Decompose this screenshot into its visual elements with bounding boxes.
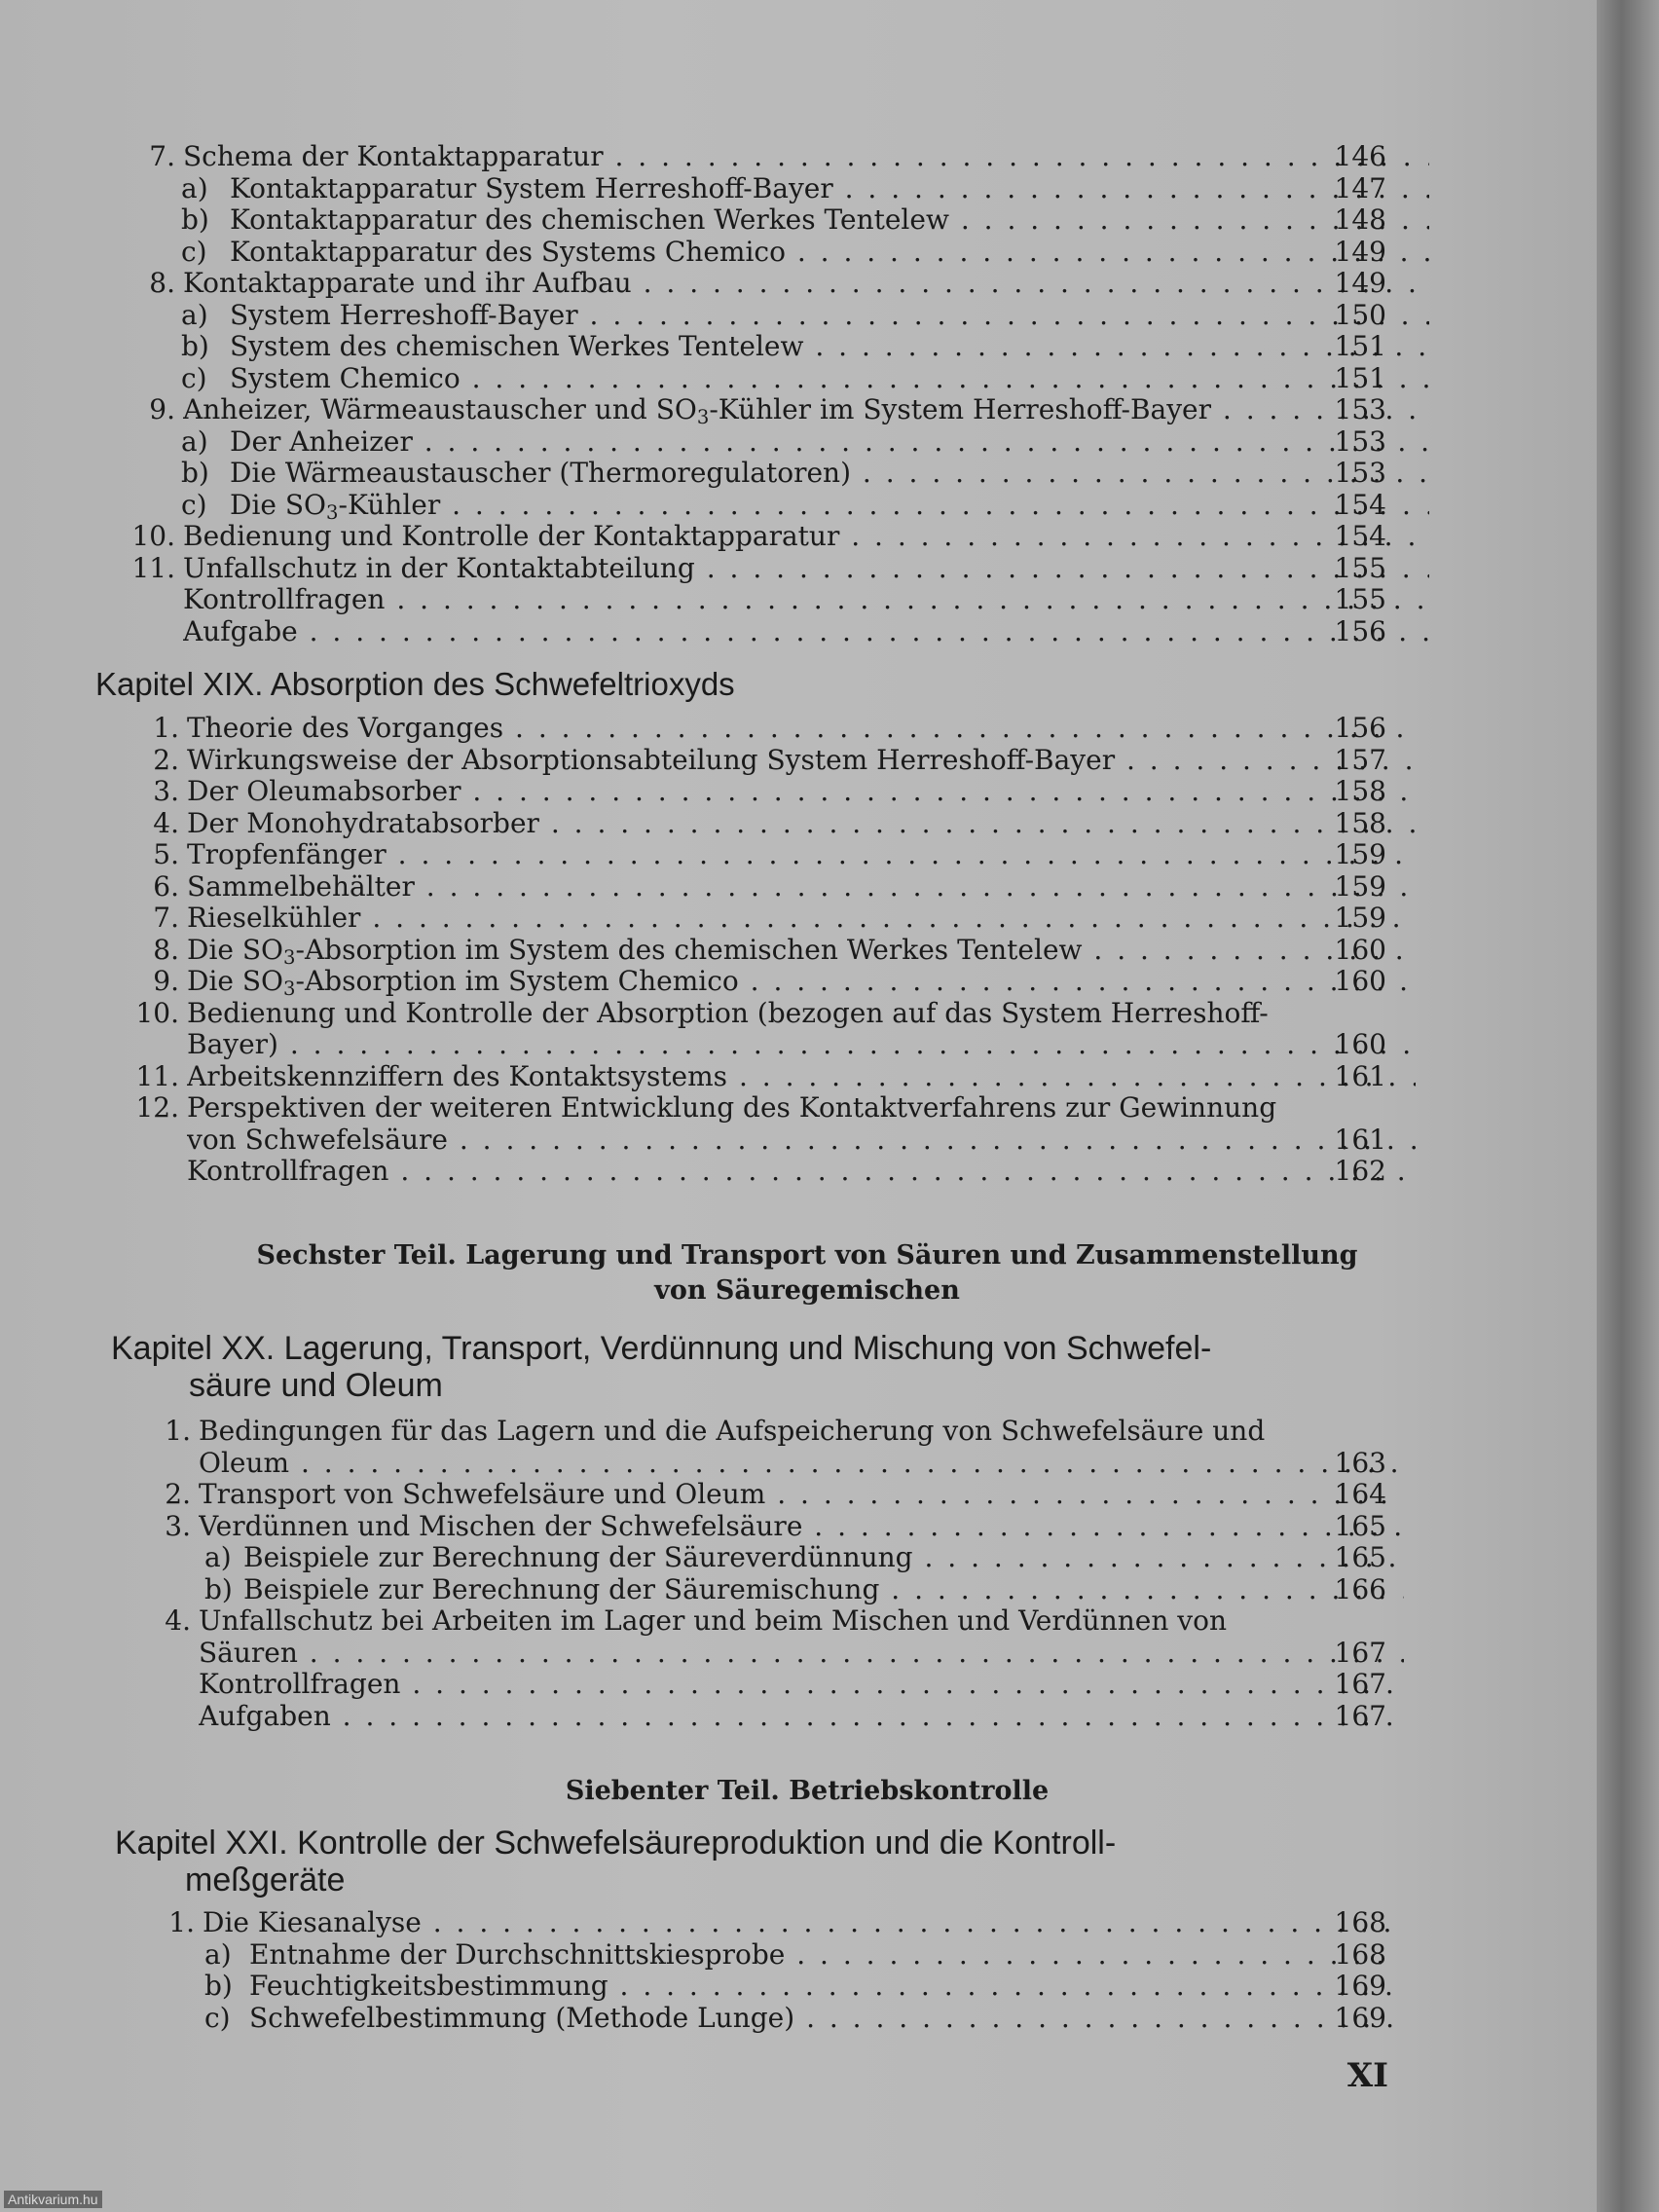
part-6-heading — [0, 1238, 1614, 1309]
toc-entry-number: 11. — [135, 1059, 179, 1092]
toc-entry — [0, 871, 1614, 903]
toc-entry-title: Anheizer, Wärmeaustauscher und $SO_3$-Kühler im System Herreshoff-Bayer . . . — [183, 394, 1429, 426]
toc-entry-number: 3. — [153, 775, 179, 807]
toc-entry — [0, 584, 1614, 616]
toc-entry-page: 160 — [1334, 933, 1386, 966]
toc-entry-title: Kontrollfragen . . . — [187, 1156, 1416, 1188]
toc-entry-title: Tropfenfänger . . . — [187, 839, 1416, 871]
toc-entry-page: 165 — [1334, 1509, 1386, 1542]
toc-entry — [0, 1029, 1614, 1061]
toc-entry-page: 169 — [1334, 2001, 1386, 2034]
toc-entry-number: 6. — [153, 869, 179, 903]
toc-entry — [0, 173, 1614, 205]
toc-entry-number: b) — [204, 1572, 233, 1605]
toc-entry — [0, 745, 1614, 777]
toc-entry-page: 154 — [1334, 520, 1386, 552]
toc-entry-number: c) — [181, 488, 207, 521]
toc-entry-page: 160 — [1334, 1028, 1386, 1060]
toc-entry — [0, 553, 1614, 585]
toc-entry-page: 161 — [1334, 1123, 1386, 1156]
toc-entry-number: b) — [181, 203, 209, 236]
toc-entry-number: 8. — [153, 933, 179, 966]
toc-entry-page: 149 — [1334, 235, 1386, 268]
toc-entry-number: 11. — [131, 551, 175, 584]
toc-entry-page: 153 — [1334, 457, 1386, 489]
toc-entry-page: 160 — [1334, 965, 1386, 997]
toc-entry-number: c) — [181, 361, 207, 394]
toc-entry-number: a) — [181, 424, 208, 458]
toc-entry — [0, 903, 1614, 935]
toc-entry — [0, 1638, 1614, 1670]
toc-entry-number: 1. — [165, 1415, 191, 1447]
part-6-line2: von Säuregemischen — [654, 1275, 960, 1306]
toc-entry-title: Unfallschutz bei Arbeiten im Lager und beim Mischen und Verdünnen von — [199, 1605, 1227, 1637]
toc-entry-title: Unfallschutz in der Kontaktabteilung . . . — [183, 553, 1429, 585]
chapter-21-line1: Kapitel XXI. Kontrolle der Schwefelsäureproduktion und die Kontroll- — [115, 1825, 1117, 1862]
toc-entry — [0, 966, 1614, 998]
toc-entry-page: 146 — [1334, 140, 1386, 172]
toc-entry-page: 150 — [1334, 298, 1386, 331]
watermark: Antikvarium.hu — [4, 2191, 102, 2208]
part-6-line1: Sechster Teil. Lagerung und Transport von Säuren und Zusammenstellung — [256, 1240, 1358, 1271]
toc-entry-number: a) — [204, 1937, 232, 1971]
toc-entry-number: 2. — [153, 743, 179, 776]
toc-entry-title: Entnahme der Durchschnittskiesprobe . . . — [249, 1939, 1398, 1972]
toc-entry-number: a) — [181, 298, 208, 331]
chapter-20-line2: säure und Oleum — [189, 1367, 443, 1404]
toc-entry-title: Bedingungen für das Lagern und die Aufspeicherung von Schwefelsäure und — [199, 1416, 1266, 1447]
toc-entry — [0, 204, 1614, 237]
toc-entry — [0, 1479, 1614, 1511]
toc-entry — [0, 426, 1614, 459]
toc-entry-number: 1. — [153, 712, 179, 744]
toc-entry-title: Rieselkühler . . . — [187, 903, 1416, 935]
toc-entry-title: Arbeitskennziffern des Kontaktsystems . . . — [187, 1061, 1416, 1093]
toc-entry-page: 157 — [1334, 743, 1386, 776]
toc-entry — [0, 521, 1614, 553]
toc-entry-number: 2. — [165, 1478, 191, 1510]
toc-entry-title: Verdünnen und Mischen der Schwefelsäure . . . — [199, 1511, 1404, 1543]
toc-entry-title: Sammelbehälter . . . — [187, 871, 1416, 903]
toc-entry-page: 156 — [1334, 712, 1386, 744]
toc-entry-number: 10. — [131, 520, 175, 552]
toc-entry-page: 167 — [1334, 1699, 1386, 1732]
toc-entry-page: 151 — [1334, 361, 1386, 394]
chapter-19-heading: Kapitel XIX. Absorption des Schwefeltrioxyds — [95, 666, 735, 702]
chapter-20-line1: Kapitel XX. Lagerung, Transport, Verdünnung und Mischung von Schwefel- — [111, 1330, 1212, 1367]
toc-entry-title: Der Anheizer . . . — [230, 426, 1429, 459]
toc-entry — [0, 237, 1614, 269]
chapter-21-heading — [115, 1825, 1116, 1899]
toc-entry — [0, 1124, 1614, 1157]
toc-entry — [0, 1511, 1614, 1543]
toc-entry-page: 168 — [1334, 1906, 1386, 1938]
toc-entry-number: 1. — [168, 1906, 195, 1938]
toc-entry-title: Kontaktapparatur des Systems Chemico . . . — [230, 237, 1429, 269]
chapter-20-heading — [111, 1330, 1211, 1404]
toc-entry-number: 10. — [135, 996, 179, 1029]
toc-entry-number: 5. — [153, 838, 179, 870]
toc-entry-page: 163 — [1334, 1446, 1386, 1479]
toc-entry-title: Kontaktapparatur des chemischen Werkes Tentelew . . . — [230, 204, 1429, 237]
toc-entry-number: 12. — [135, 1091, 179, 1124]
toc-entry-title: Aufgaben . . . — [199, 1701, 1404, 1733]
toc-entry-number: a) — [181, 171, 208, 204]
toc-entry-number: 7. — [153, 902, 179, 934]
toc-entry-page: 147 — [1334, 171, 1386, 204]
toc-entry-title: System des chemischen Werkes Tentelew . . . — [230, 331, 1429, 363]
toc-entry-page: 169 — [1334, 1970, 1386, 2002]
toc-entry — [0, 1701, 1614, 1733]
part-7-heading — [0, 1774, 1614, 1809]
toc-entry — [0, 839, 1614, 871]
toc-section-chapter-20 — [0, 1416, 1614, 1732]
toc-entry — [0, 1907, 1614, 1939]
toc-entry — [0, 1156, 1614, 1188]
toc-entry — [0, 268, 1614, 300]
toc-entry-title: Bedienung und Kontrolle der Absorption (bezogen auf das System Herreshoff- — [187, 997, 1269, 1029]
toc-entry-title: Die $SO_3$-Kühler . . . — [230, 490, 1429, 522]
toc-entry — [0, 1061, 1614, 1093]
toc-entry-page: 153 — [1334, 393, 1386, 425]
toc-entry — [0, 776, 1614, 808]
toc-entry-title: Der Monohydratabsorber . . . — [187, 808, 1416, 840]
toc-entry-number: 8. — [149, 267, 175, 299]
toc-entry-number: b) — [181, 457, 209, 489]
toc-entry-number: 3. — [165, 1509, 191, 1542]
toc-entry — [0, 1971, 1614, 2003]
toc-entry-page: 148 — [1334, 203, 1386, 236]
toc-entry-title: Beispiele zur Berechnung der Säureverdünnung . . . — [243, 1542, 1404, 1574]
toc-entry-page: 162 — [1334, 1155, 1386, 1187]
toc-entry — [0, 1605, 1614, 1638]
toc-entry — [0, 300, 1614, 332]
toc-entry-page: 153 — [1334, 424, 1386, 458]
toc-entry-page: 151 — [1334, 330, 1386, 362]
toc-entry-title: Schema der Kontaktapparatur . . . — [183, 141, 1429, 173]
toc-entry — [0, 713, 1614, 745]
toc-entry-number: c) — [204, 2001, 231, 2034]
toc-entry-title: Perspektiven der weiteren Entwicklung des Kontaktverfahrens zur Gewinnung — [187, 1092, 1277, 1124]
toc-section-chapter-21 — [0, 1907, 1614, 2034]
toc-entry-title: Kontrollfragen . . . — [199, 1669, 1404, 1701]
toc-entry-title: Der Oleumabsorber . . . — [187, 776, 1416, 808]
toc-entry-page: 164 — [1334, 1478, 1386, 1510]
toc-entry-title: Feuchtigkeitsbestimmung . . . — [249, 1971, 1398, 2003]
toc-entry — [0, 363, 1614, 395]
toc-entry — [0, 808, 1614, 840]
toc-entry-page: 159 — [1334, 838, 1386, 870]
toc-entry-page: 156 — [1334, 614, 1386, 647]
toc-entry — [0, 394, 1614, 426]
toc-entry-page: 168 — [1334, 1937, 1386, 1971]
toc-entry-page: 161 — [1334, 1059, 1386, 1092]
toc-entry-page: 159 — [1334, 902, 1386, 934]
toc-section-chapter-18 — [0, 141, 1614, 647]
chapter-21-line2: meßgeräte — [185, 1862, 346, 1899]
page-number: XI — [1346, 2056, 1388, 2095]
toc-entry-page: 149 — [1334, 267, 1386, 299]
toc-entry — [0, 1574, 1614, 1606]
toc-entry-page: 154 — [1334, 488, 1386, 521]
toc-entry — [0, 1448, 1614, 1480]
toc-entry-title: Die Kiesanalyse . . . — [203, 1907, 1398, 1939]
toc-entry — [0, 141, 1614, 173]
toc-entry-page: 167 — [1334, 1636, 1386, 1669]
toc-entry — [0, 1669, 1614, 1701]
toc-entry-number: 9. — [153, 965, 179, 997]
toc-entry-title: Kontaktapparatur System Herreshoff-Bayer . . . — [230, 173, 1429, 205]
toc-entry-title: Die $SO_3$-Absorption im System Chemico . . . — [187, 966, 1416, 998]
toc-entry — [0, 331, 1614, 363]
part-7-line: Siebenter Teil. Betriebskontrolle — [565, 1776, 1050, 1806]
toc-entry-title: Schwefelbestimmung (Methode Lunge) . . . — [249, 2003, 1398, 2035]
toc-entry-number: 4. — [165, 1604, 191, 1637]
toc-entry-title: Aufgabe . . . — [183, 616, 1429, 648]
toc-entry-page: 158 — [1334, 775, 1386, 807]
toc-entry-number: 7. — [149, 140, 175, 172]
toc-entry — [0, 935, 1614, 967]
toc-entry-number: a) — [204, 1541, 232, 1573]
toc-entry-number: 4. — [153, 806, 179, 839]
toc-entry-title: von Schwefelsäure . . . — [187, 1124, 1416, 1157]
toc-entry — [0, 1939, 1614, 1972]
toc-entry — [0, 1416, 1614, 1448]
toc-entry-number: b) — [181, 330, 209, 362]
toc-entry-title: Theorie des Vorganges . . . — [187, 713, 1416, 745]
toc-entry-title: Beispiele zur Berechnung der Säuremischung . . . — [243, 1574, 1404, 1606]
toc-entry-number: b) — [204, 1970, 233, 2002]
toc-entry — [0, 1542, 1614, 1574]
toc-entry-number: 9. — [149, 393, 175, 425]
toc-entry-title: Wirkungsweise der Absorptionsabteilung System Herreshoff-Bayer . . . — [187, 745, 1416, 777]
toc-entry-title: System Herreshoff-Bayer . . . — [230, 300, 1429, 332]
toc-entry-title: Kontaktapparate und ihr Aufbau . . . — [183, 268, 1429, 300]
toc-entry-title: Die Wärmeaustauscher (Thermoregulatoren) . . . — [230, 458, 1429, 490]
toc-entry — [0, 1092, 1614, 1124]
toc-entry-page: 155 — [1334, 583, 1386, 615]
toc-entry — [0, 616, 1614, 648]
toc-entry — [0, 998, 1614, 1030]
toc-entry-number: c) — [181, 235, 207, 268]
toc-section-chapter-19 — [0, 713, 1614, 1188]
toc-entry-title: Bayer) . . . — [187, 1029, 1416, 1061]
toc-entry-title: Oleum . . . — [199, 1448, 1404, 1480]
toc-entry-page: 167 — [1334, 1668, 1386, 1700]
toc-entry-title: Transport von Schwefelsäure und Oleum . . . — [199, 1479, 1404, 1511]
toc-entry-page: 166 — [1334, 1572, 1386, 1605]
toc-entry-page: 165 — [1334, 1541, 1386, 1573]
toc-entry-page: 159 — [1334, 869, 1386, 903]
toc-entry-title: System Chemico . . . — [230, 363, 1429, 395]
toc-entry-title: Bedienung und Kontrolle der Kontaktapparatur . . . — [183, 521, 1429, 553]
toc-entry — [0, 490, 1614, 522]
toc-entry-title: Kontrollfragen . . . — [183, 584, 1429, 616]
toc-entry-page: 158 — [1334, 806, 1386, 839]
toc-entry — [0, 458, 1614, 490]
toc-entry-page: 155 — [1334, 551, 1386, 584]
toc-entry — [0, 2003, 1614, 2035]
toc-entry-title: Die $SO_3$-Absorption im System des chemischen Werkes Tentelew . . . — [187, 935, 1416, 967]
toc-entry-title: Säuren . . . — [199, 1638, 1404, 1670]
